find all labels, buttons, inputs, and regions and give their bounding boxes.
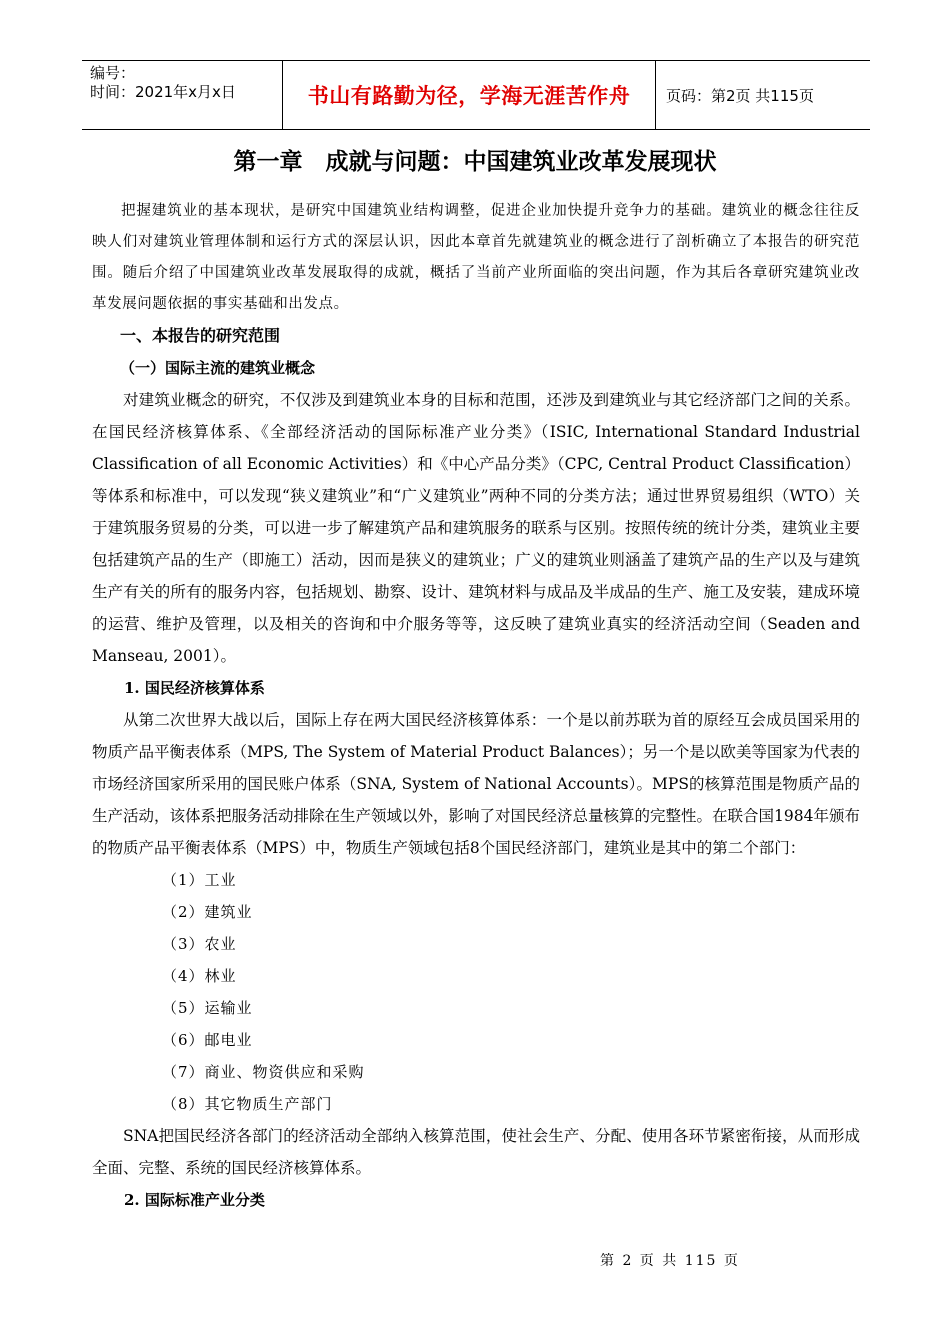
list-item: （3）农业 [162,935,237,953]
chapter-title: 第一章 成就与问题：中国建筑业改革发展现状 [233,149,717,175]
subsection-heading: （一）国际主流的建筑业概念 [120,359,316,377]
body-paragraph: 对建筑业概念的研究，不仅涉及到建筑业本身的目标和范围，还涉及到建筑业与其它经济部门之间的关系。在国民经济核算体系、《全部经济活动的国际标准产业分类》（ISIC, International Standard Industrial Classification of all Economic Activities）和《中心产品分类》（CPC, Central Product Classification）等体系和标准中，可以发现“狭义建筑业”和“广义建筑业”两种不同的分类方法；通过世界贸易组织（WTO）关于建筑服务贸易的分类，可以进一步了解建筑产品和建筑服务的联系与区别。按照传统的统计分类，建筑业主要包括建筑产品的生产（即施工）活动，因而是狭义的建筑业；广义的建筑业则涵盖了建筑产品的生产以及与建筑生产有关的所有的服务内容，包括规划、勘察、设计、建筑材料与成品及半成品的生产、施工及安装，建成环境的运营、维护及管理，以及相关的咨询和中介服务等等，这反映了建筑业真实的经济活动空间（Seaden and Manseau, 2001）。 [92,391,860,665]
body-paragraph: 从第二次世界大战以后，国际上存在两大国民经济核算体系：一个是以前苏联为首的原经互会成员国采用的物质产品平衡表体系（MPS, The System of Material Product Balances）；另一个是以欧美等国家为代表的市场经济国家所采用的国民账户体系（SNA, System of National Accounts）。MPS的核算范围是物质产品的生产活动，该体系把服务活动排除在生产领域以外，影响了对国民经济总量核算的完整性。在联合国1984年颁布的物质产品平衡表体系（MPS）中，物质生产领域包括8个国民经济部门，建筑业是其中的第二个部门： [92,711,860,857]
list-item: （8）其它物质生产部门 [162,1095,333,1113]
body-paragraph: SNA把国民经济各部门的经济活动全部纳入核算范围，使社会生产、分配、使用各环节紧密衔接，从而形成全面、完整、系统的国民经济核算体系。 [92,1127,860,1177]
header-page-info: 页码：第2页 共115页 [666,86,814,105]
list-item: （1）工业 [162,871,237,889]
document-body [92,196,860,1216]
list-item: （5）运输业 [162,999,253,1017]
page-footer: 第 2 页 共 115 页 [600,1253,740,1269]
time-label: 时间：2021年x月x日 [90,83,236,101]
list-item: （7）商业、物资供应和采购 [162,1063,365,1081]
section-heading: 一、本报告的研究范围 [120,326,281,345]
item-heading: 2. 国际标准产业分类 [124,1191,265,1209]
item-heading: 1. 国民经济核算体系 [124,679,265,697]
header-meta [82,61,282,129]
list-item: （2）建筑业 [162,903,253,921]
page-header [82,60,870,130]
intro-paragraph: 把握建筑业的基本现状，是研究中国建筑业结构调整，促进企业加快提升竞争力的基础。建筑业的概念往往反映人们对建筑业管理体制和运行方式的深层认识，因此本章首先就建筑业的概念进行了剖析确立了本报告的研究范围。随后介绍了中国建筑业改革发展取得的成就，概括了当前产业所面临的突出问题，作为其后各章研究建筑业改革发展问题依据的事实基础和出发点。 [92,203,860,312]
header-motto: 书山有路勤为径，学海无涯苦作舟 [282,61,656,129]
list-item: （6）邮电业 [162,1031,253,1049]
sector-list [92,864,860,1120]
number-label: 编号： [90,64,136,82]
list-item: （4）林业 [162,967,237,985]
